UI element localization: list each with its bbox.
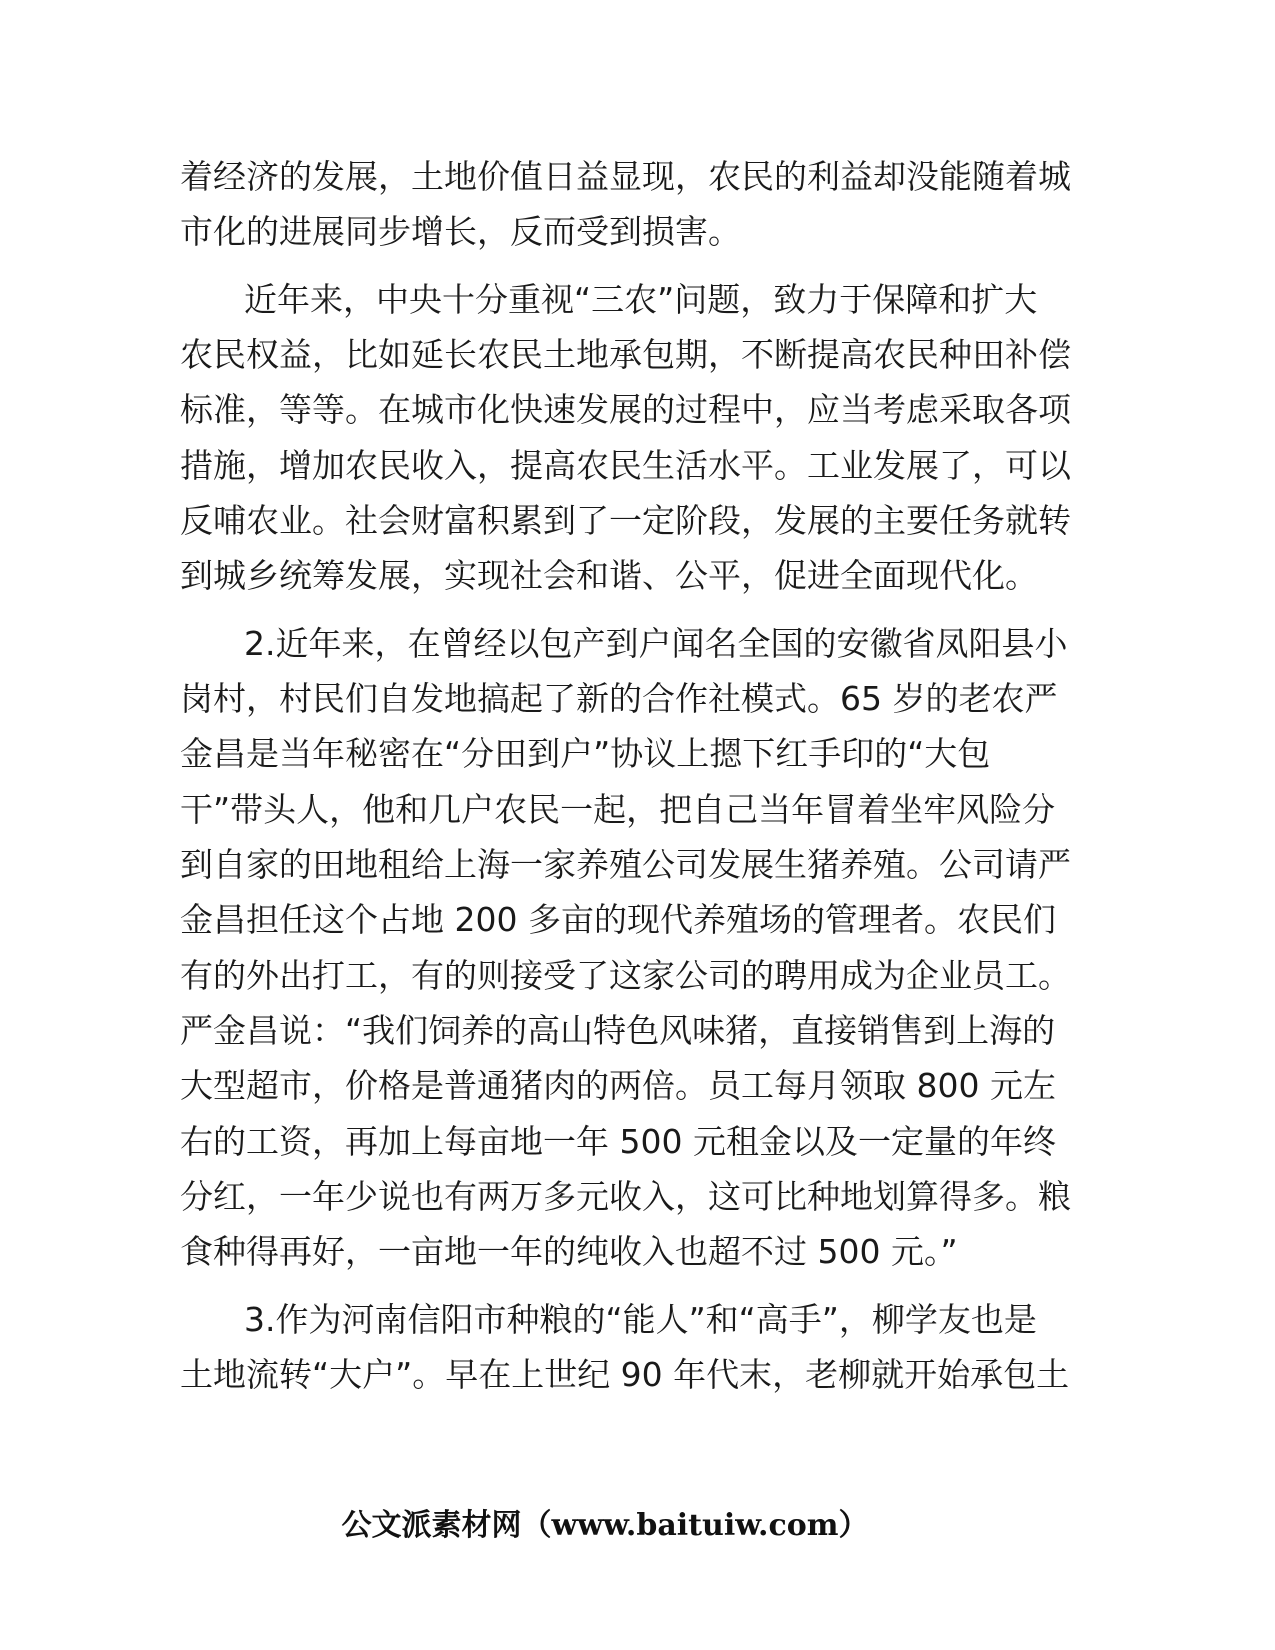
text-line: 反哺农业。社会财富积累到了一定阶段，发展的主要任务就转 (180, 501, 1071, 540)
text-line: 到城乡统筹发展，实现社会和谐、公平，促进全面现代化。 (180, 556, 1038, 595)
text-line: 分红，一年少说也有两万多元收入，这可比种地划算得多。粮 (180, 1177, 1071, 1216)
text-line: 2.近年来，在曾经以包产到户闻名全国的安徽省凤阳县小 (244, 624, 1068, 663)
text-line: 岗村，村民们自发地搞起了新的合作社模式。65 岁的老农严 (180, 679, 1058, 718)
text-line: 着经济的发展，土地价值日益显现，农民的利益却没能随着城 (180, 157, 1071, 196)
text-line: 市化的进展同步增长，反而受到损害。 (180, 212, 741, 251)
text-line: 措施，增加农民收入，提高农民生活水平。工业发展了，可以 (180, 446, 1071, 485)
footer-source: 公文派素材网（www.baituiw.com） (341, 1508, 869, 1543)
text-line: 土地流转“大户”。早在上世纪 90 年代末，老柳就开始承包土 (180, 1355, 1070, 1394)
text-line: 有的外出打工，有的则接受了这家公司的聘用成为企业员工。 (180, 956, 1071, 995)
text-line: 金昌担任这个占地 200 多亩的现代养殖场的管理者。农民们 (180, 900, 1056, 939)
text-line: 到自家的田地租给上海一家养殖公司发展生猪养殖。公司请严 (180, 845, 1071, 884)
text-line: 食种得再好，一亩地一年的纯收入也超不过 500 元。” (180, 1232, 958, 1271)
text-line: 右的工资，再加上每亩地一年 500 元租金以及一定量的年终 (180, 1122, 1056, 1161)
text-line: 3.作为河南信阳市种粮的“能人”和“高手”，柳学友也是 (244, 1300, 1037, 1339)
text-line: 近年来，中央十分重视“三农”问题，致力于保障和扩大 (244, 280, 1038, 319)
text-line: 农民权益，比如延长农民土地承包期，不断提高农民种田补偿 (180, 335, 1071, 374)
text-line: 干”带头人，他和几户农民一起，把自己当年冒着坐牢风险分 (180, 790, 1056, 829)
text-line: 标准，等等。在城市化快速发展的过程中，应当考虑采取各项 (180, 390, 1071, 429)
text-line: 金昌是当年秘密在“分田到户”协议上摁下红手印的“大包 (180, 734, 991, 773)
text-line: 大型超市，价格是普通猪肉的两倍。员工每月领取 800 元左 (180, 1066, 1056, 1105)
text-line: 严金昌说：“我们饲养的高山特色风味猪，直接销售到上海的 (180, 1011, 1056, 1050)
